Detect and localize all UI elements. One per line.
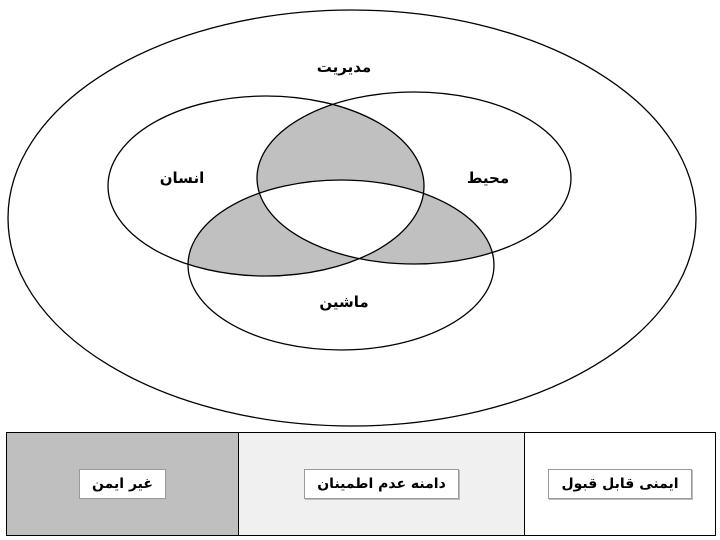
label-human: انسان — [159, 169, 205, 187]
legend-acceptable-safety-zone — [524, 433, 715, 535]
label-management: مدیریت — [316, 58, 372, 76]
legend-acceptable-label: ایمنی قابل قبول — [548, 469, 691, 499]
label-environment: محیط — [466, 169, 510, 187]
legend-unsafe-label: غیر ایمن — [79, 469, 166, 499]
legend-unsafe-zone — [7, 433, 238, 535]
label-machine: ماشین — [319, 293, 369, 311]
legend-uncertainty-label: دامنه عدم اطمینان — [304, 469, 459, 499]
legend-uncertainty-zone — [238, 433, 524, 535]
legend-bar — [6, 432, 716, 536]
